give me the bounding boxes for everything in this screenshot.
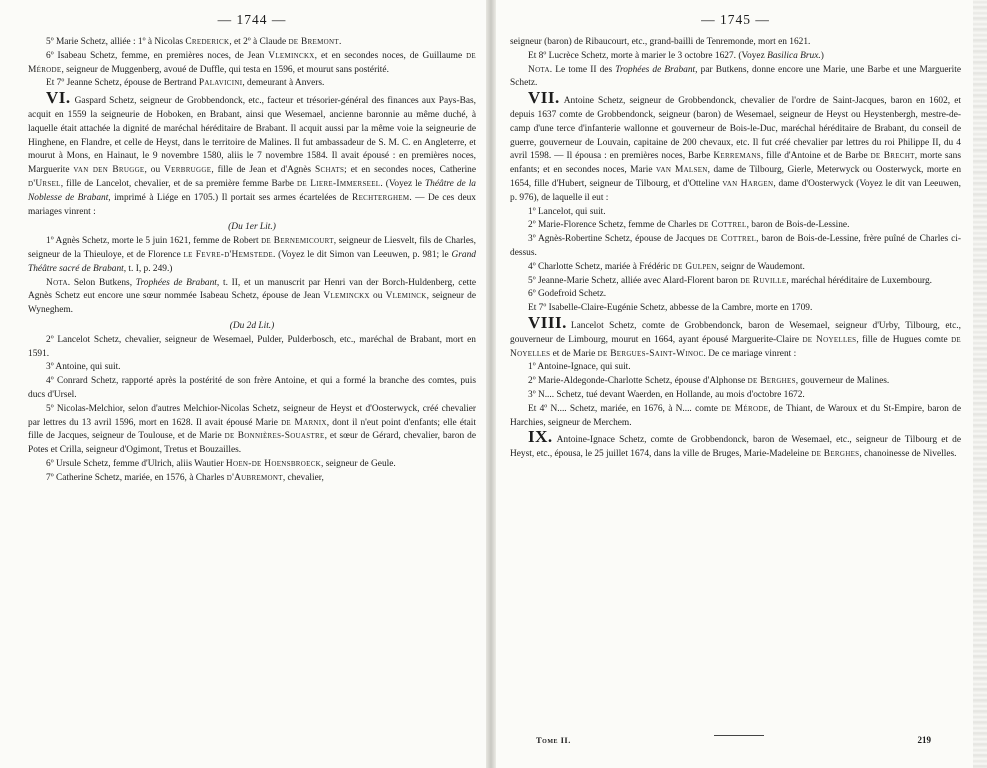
- paragraph: [510, 375, 961, 389]
- text-run: 2º Marie-Aldegonde-Charlotte Schetz, épouse d'Alphonse: [528, 376, 748, 387]
- proper-name: Vleminck: [385, 291, 427, 302]
- generation-numeral: VII.: [528, 88, 560, 108]
- generation-entry: [510, 312, 961, 361]
- title-ref: (Du 1er Lit.): [228, 222, 276, 233]
- text-run: . (Voyez le: [380, 178, 425, 189]
- title-ref: Trophées de Brabant: [135, 277, 217, 288]
- left-page: [0, 0, 490, 768]
- paragraph: [510, 233, 961, 261]
- proper-name: le Fevre-d'Hemstede: [183, 249, 273, 260]
- text-run: seigneur (baron) de Ribaucourt, etc., grand-bailli de Tenremonde, mort en 1621.: [510, 37, 811, 47]
- paragraph: [28, 403, 476, 458]
- text-run: , fille de Lancelot, chevalier, et de sa première femme Barbe: [60, 178, 297, 189]
- proper-name: de Bernemicourt: [261, 236, 334, 247]
- text-run: 1º Lancelot, qui suit.: [528, 206, 606, 217]
- text-run: 3º Antoine, qui suit.: [46, 362, 121, 373]
- proper-name: de Berghes: [747, 376, 796, 387]
- paragraph: [510, 64, 961, 92]
- text-run: 7º Catherine Schetz, mariée, en 1576, à Charles: [46, 472, 227, 483]
- proper-name: de Cottrel: [707, 234, 757, 245]
- text-run: , baron de Bois-de-Lessine.: [746, 220, 850, 231]
- text-run: 2º Marie-Florence Schetz, femme de Charles: [528, 220, 699, 231]
- text-run: 6º Godefroid Schetz.: [528, 289, 607, 300]
- paragraph: [28, 334, 476, 362]
- proper-name: de Mérode: [28, 50, 476, 75]
- text-run: , maréchal héréditaire de Luxembourg.: [786, 275, 933, 286]
- text-run: , t. I, p. 249.): [123, 263, 173, 274]
- generation-entry: [28, 88, 477, 219]
- text-run: , et sœur de Gérard, chevalier, baron de Potes et Crilla, seigneur d'Ogimont, Tretus et Bouzailles.: [28, 431, 476, 456]
- text-run: Et 7º Jeanne Schetz, épouse de Bertrand: [46, 78, 199, 89]
- title-ref: Théâtre de la Noblesse de Brabant: [28, 178, 476, 203]
- proper-name: de Marnix: [281, 417, 327, 428]
- text-run: 5º Marie Schetz, alliée : 1º à Nicolas: [46, 37, 186, 47]
- tome-label: Tome II.: [536, 735, 571, 745]
- text-run: , morte sans enfants; et en secondes noces, Marie: [510, 151, 961, 176]
- text-run: 4º Charlotte Schetz, mariée à Frédéric: [528, 261, 673, 272]
- text-run: .: [338, 37, 342, 47]
- paragraph: [510, 261, 961, 275]
- text-run: 3º N.... Schetz, tué devant Waerden, en Hollande, au mois d'octobre 1672.: [528, 389, 805, 400]
- proper-name: de Brecht: [870, 151, 915, 162]
- text-run: . De ce mariage vinrent :: [703, 348, 797, 359]
- text-run: . Selon Butkens,: [67, 277, 136, 288]
- generation-numeral: VIII.: [528, 312, 567, 332]
- text-run: 1º Agnès Schetz, morte le 5 juin 1621, femme de Robert: [46, 236, 262, 247]
- text-run: Lancelot Schetz, comte de Grobbendonck, baron de Wesemael, seigneur d'Urby, Tilbourg, etc., gouverneur de Limbourg, mourut en 1664, ayant épousé Marguerite-Claire: [510, 320, 961, 345]
- text-run: , par Butkens, donne encore une Marie, une Barbe et une Marguerite Schetz.: [510, 64, 962, 89]
- proper-name: Palavicini: [198, 78, 243, 89]
- text-run: ou: [369, 291, 386, 302]
- lit-heading: [28, 221, 476, 235]
- paragraph: [510, 389, 961, 403]
- text-run: Antoine Schetz, seigneur de Grobbendonck, chevalier de l'ordre de Saint-Jacques, baron en 1602, et depuis 1637 comte de Grobbendonck, seigneur (baron) de Wesemael, seigneur de Heyst ou Heystenbergh, mestre-de-camp d'une terce d'infanterie wallonne et gouverneur de Bois-le-Duc, maréchal héréditaire de Brabant, du conseil de guerre, gouverneur de Louvain, capitaine de 200 chevaux, etc. Il fut créé chevalier par lettres du roi Philippe II, du 4 avril 1598. — Il épousa : en premières noces, Barbe: [510, 96, 961, 162]
- proper-name: Crederick: [185, 37, 230, 47]
- proper-name: d'Ursel: [28, 178, 61, 189]
- text-run: , dame de Tilbourg, Gierle, Meterwyck ou Oosterwyck, morte en 1654, fille d'Hubert, seigneur de Tilbourg, et d'Otteline: [510, 165, 962, 189]
- text-run: 6º Isabeau Schetz, femme, en premières noces, de Jean: [46, 50, 269, 61]
- paragraph: [510, 206, 961, 220]
- text-run: ; et en secondes noces, Catherine: [344, 165, 477, 176]
- text-run: 4º Conrard Schetz, rapporté après la postérité de son frère Antoine, et qui a formé la branche des comtes, puis ducs d'Ursel.: [28, 376, 476, 400]
- text-run: Antoine-Ignace Schetz, comte de Grobbendonck, baron de Wesemael, etc., seigneur de Tilbourg et de Heyst, etc., épousa, le 25 juillet 1674, dans la ville de Bruges, Marie-Madeleine: [510, 435, 961, 460]
- paragraph: [510, 288, 961, 302]
- proper-name: Vleminckx: [268, 50, 315, 61]
- title-ref: Basilica Brux.: [767, 50, 821, 61]
- text-run: . (Voyez le dit Simon van Leeuwen, p. 981; le: [272, 249, 452, 260]
- page-body: [510, 36, 961, 462]
- proper-name: Verbrugge: [164, 165, 212, 176]
- page-number: — 1744 —: [217, 12, 287, 27]
- paragraph: [28, 50, 476, 78]
- generation-entry: [510, 427, 961, 462]
- generation-numeral: VI.: [46, 88, 71, 108]
- text-run: , fille de Jean et d'Agnès: [211, 165, 315, 176]
- proper-name: de Liere-Immerseel: [296, 178, 381, 189]
- text-run: , seigneur de Wyneghem.: [28, 291, 476, 316]
- paragraph: [510, 219, 961, 233]
- text-run: , fille de Hugues comte: [856, 334, 952, 345]
- proper-name: Rechterghem: [352, 192, 410, 203]
- proper-name: de Bonnières-Souastre: [224, 431, 325, 442]
- proper-name: Vleminckx: [323, 291, 370, 302]
- paragraph: [28, 77, 476, 91]
- paragraph: [510, 36, 961, 50]
- proper-name: de Mérode: [721, 403, 769, 414]
- paragraph: [28, 36, 476, 50]
- text-run: Et 4º N.... Schetz, mariée, en 1676, à N.... comte: [528, 403, 722, 414]
- paragraph: [28, 361, 476, 375]
- proper-name: d'Aubremont: [226, 472, 283, 483]
- text-run: 6º Ursule Schetz, femme d'Ulrich, aliis Wautier: [46, 458, 226, 469]
- paragraph: [510, 302, 961, 316]
- text-run: , baron de Bois-de-Lessine, frère puîné de Charles ci-dessus.: [510, 234, 961, 258]
- text-run: ): [820, 50, 824, 61]
- paragraph: [28, 277, 476, 318]
- text-run: , gouverneur de Malines.: [795, 376, 890, 387]
- paragraph: [28, 458, 476, 472]
- text-run: Et 8º Lucrèce Schetz, morte à marier le 3 octobre 1627. (Voyez: [528, 50, 768, 61]
- proper-name: van Malsen: [656, 165, 708, 176]
- text-run: , imprimé à Liége en 1705.) Il portait ses armes écartelées de: [108, 192, 353, 203]
- text-run: . — De ces deux mariages vinrent :: [28, 192, 476, 217]
- paragraph: [510, 50, 961, 64]
- text-run: , fille d'Antoine et de Barbe: [760, 151, 871, 162]
- text-run: , dont il n'eut point d'enfants; elle était fille de Jacques, seigneur de Toulouse, et de Marie: [28, 417, 476, 442]
- proper-name: de Bergues-Saint-Winoc: [597, 348, 704, 359]
- text-run: Gaspard Schetz, seigneur de Grobbendonck, etc., facteur et trésorier-général des finances aux Pays-Bas, acquit en 1559 la seigneurie de Hoboken, en Brabant, ainsi que Wesemael, ancienne baronnie au même duché, à laquelle était attachée la dignité de maréchal héréditaire de Brabant. Il acquit aussi par la même voie la seigneurie de Hinghene, en Flandre, et celle de Heyst, dans le territoire de Malines. Il fut ambassadeur de S. M. C. en Angleterre, et mourut à Mons, en Hainaut, le 9 novembre 1580, aliis le 7 novembre 1584. Il avait épousé : en premières noces, Marguerite: [28, 96, 476, 176]
- text-run: , seigneur de Liesvelt, fils de Charles, seigneur de la Thieuloye, et de Florence: [28, 236, 476, 260]
- text-run: , ou: [144, 165, 165, 176]
- title-ref: Grand Théâtre sacré de Brabant: [28, 249, 476, 274]
- paragraph: [28, 472, 476, 486]
- proper-name: de Noyelles: [510, 334, 961, 359]
- proper-name: de Cottrel: [698, 220, 747, 231]
- proper-name: de Berghes: [811, 449, 860, 460]
- paragraph: [510, 403, 961, 431]
- proper-name: de Noyelles: [802, 334, 857, 345]
- lit-heading: [28, 320, 476, 334]
- text-run: , seigneur de Muggenberg, avoué de Duffle, qui testa en 1596, et mourut sans postérité.: [61, 64, 389, 75]
- text-run: , t. II, et un manuscrit par Henri van der Borch-Huldenberg, cette Agnès Schetz eut encore une sœur nommée Isabeau Schetz, épouse de Jean: [28, 277, 477, 302]
- paragraph: [28, 375, 476, 403]
- text-run: , chanoinesse de Nivelles.: [859, 449, 957, 460]
- text-run: et de Marie: [550, 348, 598, 359]
- title-ref: Trophées de Brabant: [615, 64, 696, 75]
- proper-name: van den Brugge: [73, 165, 145, 176]
- text-run: , demeurant à Anvers.: [242, 78, 325, 89]
- text-run: , seigneur de Geule.: [321, 458, 396, 469]
- text-run: , chevalier,: [282, 472, 324, 483]
- text-run: , dame d'Oosterwyck (Voyez le dit van Leeuwen, p. 976), de laquelle il eut :: [510, 178, 961, 203]
- text-run: 1º Antoine-Ignace, qui suit.: [528, 362, 631, 373]
- proper-name: van Hargen: [722, 178, 774, 189]
- proper-name: de Ruville: [740, 275, 787, 286]
- generation-entry: [510, 88, 962, 205]
- page-footer: [536, 735, 931, 751]
- proper-name: Schats: [314, 165, 345, 176]
- text-run: 5º Jeanne-Marie Schetz, alliée avec Alard-Florent baron: [528, 275, 741, 286]
- text-run: 5º Nicolas-Melchior, selon d'autres Melchior-Nicolas Schetz, seigneur de Heyst et d'Oosterwyck, créé chevalier par lettres du 13 avril 1596, mort en 1628. Il avait épousé Marie: [28, 403, 476, 428]
- signature-mark: 219: [917, 735, 931, 745]
- proper-name: de Gulpen: [672, 261, 717, 272]
- right-page: [492, 0, 987, 768]
- paragraph: [510, 361, 961, 375]
- title-ref: (Du 2d Lit.): [229, 320, 275, 331]
- text-run: , seignr de Waudemont.: [716, 261, 805, 272]
- proper-name: de Bremont: [288, 37, 339, 47]
- text-run: , et en secondes noces, de Guillaume: [314, 50, 467, 61]
- text-run: , de Thiant, de Waroux et du St-Empire, baron de Harchies, seigneur de Merchem.: [510, 403, 961, 428]
- text-run: 2º Lancelot Schetz, chevalier, seigneur de Wesemael, Pulder, Pulderbosch, etc., maréchal de Brabant, mort en 1591.: [28, 334, 476, 359]
- text-run: 3º Agnès-Robertine Schetz, épouse de Jacques: [528, 234, 708, 245]
- footer-rule: [714, 735, 764, 736]
- proper-name: Nota: [528, 64, 550, 75]
- proper-name: Nota: [46, 277, 68, 288]
- proper-name: Hoen-de Hoensbroeck: [225, 458, 322, 469]
- text-run: , et 2º à Claude: [229, 37, 289, 47]
- paragraph: [28, 235, 476, 276]
- page-body: [28, 36, 476, 486]
- page-number: — 1745 —: [701, 12, 770, 27]
- text-run: Et 7º Isabelle-Claire-Eugénie Schetz, abbesse de la Cambre, morte en 1709.: [528, 303, 813, 314]
- scan-edge: [973, 0, 987, 768]
- paragraph: [510, 275, 961, 289]
- generation-numeral: IX.: [528, 427, 553, 447]
- proper-name: Kerremans: [713, 151, 761, 162]
- text-run: . Le tome II des: [549, 64, 616, 75]
